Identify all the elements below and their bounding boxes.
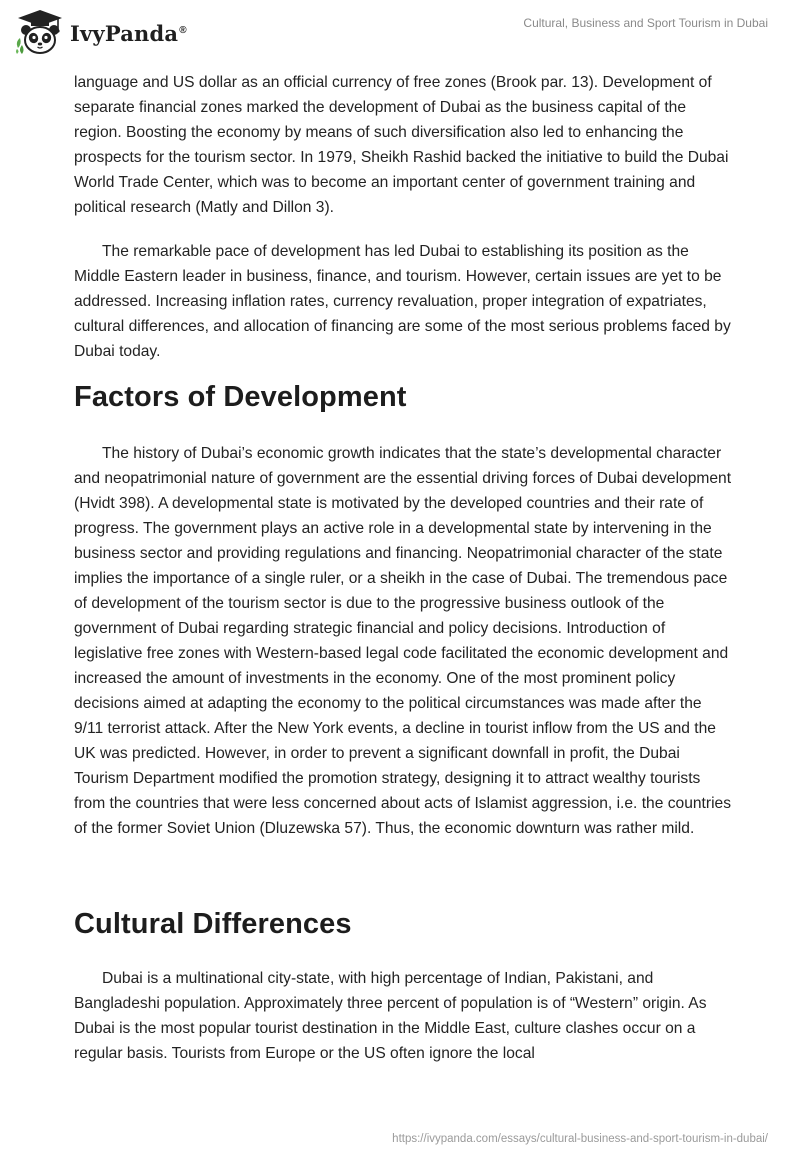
document-title: Cultural, Business and Sport Tourism in Dubai [523, 16, 768, 30]
section-heading-factors: Factors of Development [74, 381, 407, 413]
page-header [0, 0, 800, 64]
registered-mark: ® [179, 24, 187, 36]
paragraph-1: language and US dollar as an official currency of free zones (Brook par. 13). Development of separate financial zones marked the development of Dubai as the business capital of the region. Boosting the economy by means of such diversification also led to enhancing the prospects for the tourism sector. In 1979, Sheikh Rashid backed the initiative to build the Dubai World Trade Center, which was to become an important center of government training and political research (Matly and Dillon 3). [74, 74, 729, 216]
panda-graduate-icon [14, 8, 66, 58]
footer-url[interactable]: https://ivypanda.com/essays/cultural-business-and-sport-tourism-in-dubai/ [392, 1133, 768, 1145]
paragraph-2: The remarkable pace of development has led Dubai to establishing its position as the Middle Eastern leader in business, finance, and tourism. However, certain issues are yet to be addressed. Increasing inflation rates, currency revaluation, proper integration of expatriates, cultural differences, and allocation of financing are some of the most serious problems faced by Dubai today. [74, 243, 731, 360]
paragraph-3: The history of Dubai’s economic growth indicates that the state’s developmental character and neopatrimonial nature of government are the essential driving forces of Dubai development (Hvidt 398). A developmental state is motivated by the developed countries and their rate of progress. The government plays an active role in a developmental state by intervening in the business sector and providing regulations and financing. Neopatrimonial character of the state implies the importance of a single ruler, or a sheikh in the case of Dubai. The tremendous pace of development of the tourism sector is due to the progressive business outlook of the government of Dubai regarding strategic financial and policy decisions. Introduction of legislative free zones with Western-based legal code facilitated the economic development and increased the amount of investments in the economy. One of the most prominent policy decisions aimed at adapting the economy to the political circumstances was made after the 9/11 terrorist attack. After the New York events, a decline in tourist inflow from the US and the UK was predicted. However, in order to prevent a significant downfall in profit, the Dubai Tourism Department modified the promotion strategy, designing it to attract wealthy tourists from the countries that were less concerned about acts of Islamist aggression, i.e. the countries of the former Soviet Union (Dluzewska 57). Thus, the economic downturn was rather mild. [74, 445, 732, 837]
paragraph-4: Dubai is a multinational city-state, with high percentage of Indian, Pakistani, and Bangladeshi population. Approximately three percent of population is of “Western” origin. As Dubai is the most popular tourist destination in the Middle East, culture clashes occur on a regular basis. Tourists from Europe or the US often ignore the local [74, 970, 707, 1062]
ivypanda-logo[interactable] [14, 8, 187, 58]
section-heading-cultural: Cultural Differences [74, 908, 352, 940]
logo-text: IvyPanda® [70, 20, 187, 46]
